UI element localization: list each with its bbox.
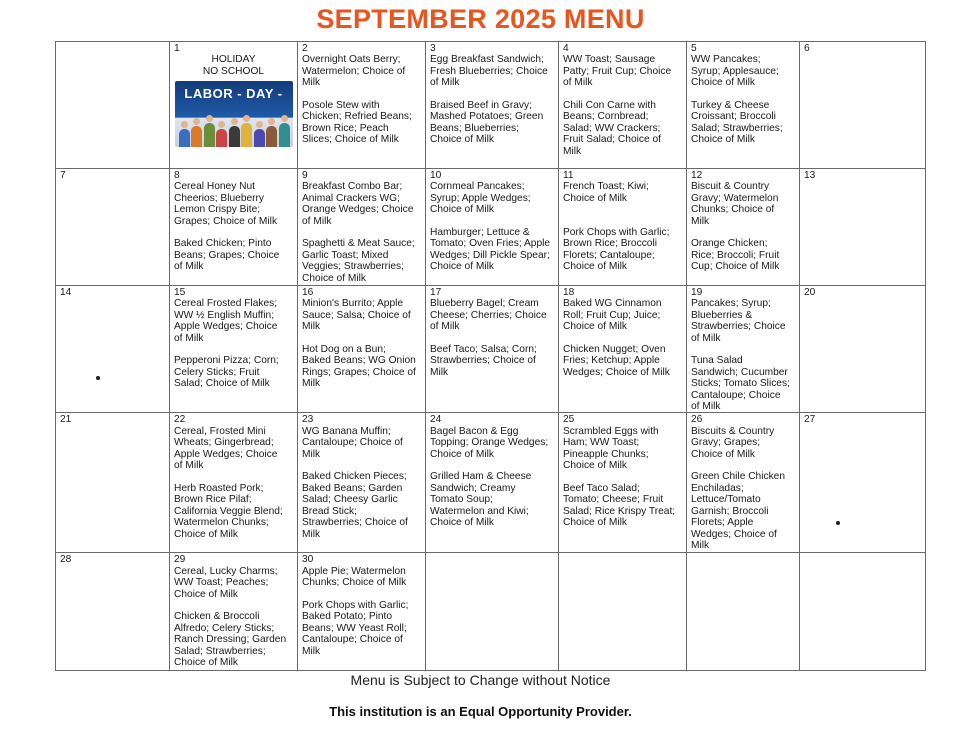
day-cell [170,169,298,286]
worker-figure [266,126,277,147]
menu-line: Syrup; Apple Wedges; [430,192,531,204]
menu-line: Cup; Choice of Milk [691,261,780,273]
menu-line: Choice of Milk [430,261,494,273]
menu-line: Cheese; Cherries; Choice [430,309,547,321]
menu-line: Sticks; Tomato Slices; [691,378,790,390]
holiday-label: HOLIDAY [211,54,256,66]
menu-line: of Milk [174,261,204,273]
menu-line: Pork Chops with Garlic; [302,600,409,612]
menu-line: Salad; Strawberries; [174,645,266,657]
meal-gap [302,227,421,238]
menu-line: of Milk [691,332,721,344]
labor-day-image-text: LABOR - DAY - [184,86,283,102]
day-number: 6 [804,43,810,54]
day-number: 4 [563,43,569,54]
menu-line: Choice of Milk [174,588,238,600]
worker-figure [229,126,240,147]
menu-title: SEPTEMBER 2025 MENU [316,4,645,34]
meal-gap [691,89,795,100]
menu-line: Minion's Burrito; Apple [302,298,404,310]
menu-line: Choice of Milk [430,134,494,146]
menu-line: Mashed Potatoes; Green [430,111,544,123]
menu-line: Ranch Dressing; Garden [174,634,287,646]
menu-line: of Milk [430,321,460,333]
menu-line: Blueberries & [691,309,753,321]
menu-line: Wheats; Gingerbread; [174,437,274,449]
menu-line: WG Banana Muffin; [302,425,391,437]
day-number: 27 [804,414,816,426]
meal-gap [430,460,554,471]
day-number: 30 [302,554,314,566]
day-number: 14 [60,287,72,298]
menu-line: Hamburger; Lettuce & [430,227,530,239]
menu-line: Choice of Milk [563,517,627,529]
meal-gap [430,333,554,344]
day-cell [298,42,426,169]
day-cell [298,286,426,413]
week-row [56,42,926,169]
menu-line: Baked WG Cinnamon [563,298,662,310]
day-cell [170,413,298,553]
menu-line: Fries; Ketchup; Apple [563,355,660,367]
menu-line: Milk [302,77,321,89]
menu-line: Strawberries; Choice [691,321,786,333]
day-number: 22 [174,414,186,426]
menu-line: Choice of Milk [691,448,755,460]
menu-line: Choice of Milk [563,460,627,472]
day-cell [170,553,298,671]
day-number: 12 [691,170,703,181]
menu-line: Apple Wedges; Choice [174,321,278,333]
day-cell [56,42,170,169]
meal-gap [691,344,795,355]
menu-line: Veggies; Strawberries; [302,261,404,273]
scan-speck [836,521,840,525]
day-number: 20 [804,287,816,298]
day-cell [559,169,687,286]
menu-line: Animal Crackers WG; [302,192,400,204]
menu-line: Baked Beans; WG Onion [302,355,416,367]
day-cell [800,169,926,286]
menu-line: Watermelon Chunks; [174,517,269,529]
day-cell [426,413,559,553]
worker-figure [191,126,202,147]
menu-line: Chunks; Choice of Milk [302,577,407,589]
menu-line: Green Chile Chicken [691,471,785,483]
menu-line: Braised Beef in Gravy; [430,100,532,112]
meal-gap [563,216,682,227]
day-number: 24 [430,414,442,426]
menu-line: Garlic Toast; Mixed [302,249,389,261]
day-cell [687,169,800,286]
menu-line: Apple Wedges; Choice [174,448,278,460]
menu-line: Tuna Salad [691,355,743,367]
menu-line: Choice of Milk [563,192,627,204]
day-number: 26 [691,414,703,426]
menu-line: Cantaloupe; Choice [691,389,781,401]
day-number: 2 [302,43,308,54]
meal-gap [174,600,293,611]
day-number: 3 [430,43,436,54]
menu-line: Lemon Crispy Bite; [174,204,261,216]
day-cell [426,169,559,286]
day-number: 29 [174,554,186,566]
menu-line: Garnish; Broccoli [691,505,769,517]
menu-line: Hot Dog on a Bun; [302,344,386,356]
menu-line: Ham; WW Toast; [563,437,640,449]
menu-line: Choice of Milk [430,204,494,216]
menu-line: Gravy; Watermelon [691,192,779,204]
menu-line: Salad; Choice of Milk [174,378,270,390]
menu-line: Choice of Milk [691,134,755,146]
meal-gap [302,89,421,100]
menu-line: Alfredo; Celery Sticks; [174,622,275,634]
menu-line: Patty; Fruit Cup; Choice [563,65,672,77]
menu-line: Fresh Blueberries; Choice [430,65,548,77]
menu-line: Orange Wedges; Choice [302,204,414,216]
week-row [56,413,926,553]
menu-line: Florets; Apple [691,517,754,529]
menu-line: Spaghetti & Meat Sauce; [302,238,415,250]
menu-line: Cornmeal Pancakes; [430,181,525,193]
day-number: 28 [60,554,72,566]
day-number: 15 [174,287,186,298]
meal-gap [563,204,682,215]
menu-line: Cereal Frosted Flakes; [174,298,278,310]
menu-line: Choice of Milk [430,517,494,529]
day-number: 11 [563,170,574,181]
menu-line: Tomato; Cheese; Fruit [563,494,664,506]
menu-line: Wedges; Choice of Milk [563,366,670,378]
meal-gap [174,471,293,482]
menu-line: Sandwich; Cucumber [691,366,788,378]
menu-line: Rings; Grapes; Choice of [302,366,416,378]
menu-line: Cereal, Frosted Mini [174,425,266,437]
day-number: 23 [302,414,314,426]
day-cell [559,286,687,413]
meal-gap [430,216,554,227]
day-cell [800,413,926,553]
day-cell [426,553,559,671]
menu-line: Choice of Milk [691,77,755,89]
meal-gap [302,589,421,600]
day-number: 16 [302,287,314,298]
menu-line: Biscuits & Country [691,425,775,437]
menu-line: Tomato Soup; [430,494,493,506]
menu-line: Baked Potato; Pinto [302,611,393,623]
day-number: 9 [302,170,308,181]
meal-gap [563,89,682,100]
scan-speck [96,376,100,380]
meal-gap [302,333,421,344]
menu-line: Beans; Cornbread; [563,111,649,123]
menu-line: of Milk [691,401,721,413]
meal-gap [302,460,421,471]
week-row [56,286,926,413]
menu-line: of Milk [174,332,204,344]
menu-line: Choice of Milk [174,657,238,669]
menu-line: Posole Stew with [302,100,380,112]
day-cell [56,169,170,286]
day-number: 5 [691,43,697,54]
day-cell [56,286,170,413]
day-number: 10 [430,170,442,181]
meal-gap [563,471,682,482]
day-number: 1 [174,43,180,54]
menu-line: Pepperoni Pizza; Corn; [174,355,279,367]
day-number: 19 [691,287,703,298]
menu-line: Chicken Nugget; Oven [563,344,666,356]
menu-line: Orange Chicken; [691,238,768,250]
menu-line: Cereal Honey Nut [174,181,255,193]
equal-opportunity-statement: This institution is an Equal Opportunity Provider. [329,704,632,719]
menu-calendar [55,41,926,671]
menu-line: Lettuce/Tomato [691,494,761,506]
menu-line: Chicken; Refried Beans; [302,111,412,123]
menu-line: Milk [302,321,321,333]
day-cell [426,42,559,169]
menu-line: Cheerios; Blueberry [174,192,265,204]
menu-line: Croissant; Broccoli [691,111,776,123]
menu-line: Watermelon and Kiwi; [430,505,529,517]
menu-line: Grilled Ham & Cheese [430,471,532,483]
menu-line: Syrup; Applesauce; [691,65,779,77]
menu-line: WW Toast; Peaches; [174,577,269,589]
menu-line: Scrambled Eggs with [563,425,659,437]
change-notice: Menu is Subject to Change without Notice [350,672,611,688]
day-number: 18 [563,287,575,298]
day-cell [687,553,800,671]
menu-line: of Milk [302,215,332,227]
menu-line: Breakfast Combo Bar; [302,181,403,193]
day-cell [56,413,170,553]
menu-line: Cantaloupe; Choice of [302,437,403,449]
menu-line: Beans; Blueberries; [430,122,519,134]
menu-line: Milk [302,645,321,657]
day-cell [426,286,559,413]
menu-line: Bagel Bacon & Egg [430,425,519,437]
menu-line: Biscuit & Country [691,181,770,193]
menu-line: of Milk [174,460,204,472]
menu-line: Salad; Cheesy Garlic [302,494,398,506]
menu-line: Grapes; Choice of Milk [174,215,278,227]
menu-line: Rice; Broccoli; Fruit [691,249,780,261]
worker-figure [216,129,227,147]
menu-line: Beans; WW Yeast Roll; [302,622,407,634]
day-cell [298,169,426,286]
menu-line: Milk [691,539,710,551]
week-row [56,553,926,671]
meal-gap [430,89,554,100]
menu-line: Strawberries; Choice of [302,517,408,529]
meal-gap [174,344,293,355]
menu-line: Enchiladas; [691,482,744,494]
menu-line: Baked Beans; Garden [302,482,403,494]
menu-line: Roll; Fruit Cup; Juice; [563,309,661,321]
menu-line: Pancakes; Syrup; [691,298,771,310]
menu-line: Beans; Grapes; Choice [174,249,280,261]
day-cell [170,42,298,169]
menu-line: Choice of Milk [174,528,238,540]
menu-line: Sandwich; Creamy [430,482,516,494]
day-cell [170,286,298,413]
menu-line: Chicken & Broccoli [174,611,260,623]
meal-gap [174,227,293,238]
day-number: 13 [804,170,816,181]
menu-line: Baked Chicken Pieces; [302,471,407,483]
menu-line: French Toast; Kiwi; [563,181,649,193]
menu-line: Wedges; Dill Pickle Spear; [430,249,550,261]
no-school-label: NO SCHOOL [202,65,265,77]
day-number: 17 [430,287,442,298]
menu-line: Blueberry Bagel; Cream [430,298,539,310]
menu-line: Pork Chops with Garlic; [563,227,670,238]
menu-line: Watermelon; Choice of [302,65,406,77]
day-cell [298,413,426,553]
meal-gap [691,460,795,471]
menu-line: Cereal, Lucky Charms; [174,565,278,577]
menu-line: Slices; Choice of Milk [302,134,399,146]
menu-line: Bread Stick; [302,505,357,517]
menu-line: California Veggie Blend; [174,505,283,517]
labor-day-image [175,81,293,147]
menu-line: Tomato; Oven Fries; Apple [430,238,551,250]
menu-line: Celery Sticks; Fruit [174,366,260,378]
menu-line: Brown Rice; Peach [302,122,389,134]
menu-line: Wedges; Choice of [691,528,777,540]
menu-line: Choice of Milk [430,448,494,460]
menu-line: Choice of Milk [563,321,627,333]
menu-line: Chili Con Carne with [563,100,656,112]
day-cell [56,553,170,671]
worker-figure [204,123,215,147]
menu-line: Milk [430,366,449,378]
menu-line: Overnight Oats Berry; [302,54,401,66]
worker-figure [241,123,252,147]
worker-figure [279,123,290,147]
menu-line: Milk [302,378,321,390]
menu-line: Florets; Cantaloupe; [563,249,655,261]
workers-illustration [175,117,293,147]
day-number: 25 [563,414,575,426]
menu-line: Salad; Strawberries; [691,122,783,134]
day-cell [559,413,687,553]
menu-line: Salad; WW Crackers; [563,122,661,134]
menu-line: of Milk [430,77,460,89]
menu-line: Apple Pie; Watermelon [302,565,406,577]
menu-line: Milk [302,448,321,460]
day-cell [298,553,426,671]
menu-line: Milk [563,145,582,157]
menu-line: Salad; Rice Krispy Treat; [563,505,676,517]
worker-figure [179,129,190,147]
menu-line: Milk [302,528,321,540]
menu-line: Pineapple Chunks; [563,448,649,460]
menu-line: Milk [691,215,710,227]
menu-line: Choice of Milk [563,261,627,273]
day-cell [800,286,926,413]
worker-figure [254,129,265,147]
day-number: 21 [60,414,72,426]
menu-line: WW ½ English Muffin; [174,309,275,321]
menu-line: Topping; Orange Wedges; [430,437,549,449]
menu-line: Choice of Milk [302,272,366,284]
menu-line: Strawberries; Choice of [430,355,536,367]
menu-line: Herb Roasted Pork; [174,482,264,494]
meal-gap [563,333,682,344]
day-cell [800,42,926,169]
day-cell [559,553,687,671]
menu-line: Gravy; Grapes; [691,437,761,449]
menu-line: of Milk [563,77,593,89]
day-number: 7 [60,170,66,181]
menu-line: Cantaloupe; Choice of [302,634,403,646]
menu-line: Baked Chicken; Pinto [174,238,272,250]
menu-line: Turkey & Cheese [691,100,770,112]
week-row [56,169,926,286]
menu-line: Chunks; Choice of [691,204,775,216]
menu-line: Fruit Salad; Choice of [563,134,661,146]
menu-line: WW Pancakes; [691,54,761,66]
day-cell [559,42,687,169]
menu-line: WW Toast; Sausage [563,54,656,66]
day-cell [687,413,800,553]
menu-line: Egg Breakfast Sandwich; [430,54,544,66]
day-cell [687,286,800,413]
day-cell [687,42,800,169]
menu-line: Brown Rice Pilaf; [174,494,252,506]
menu-line: Sauce; Salsa; Choice of [302,309,411,321]
day-number: 8 [174,170,180,181]
day-cell [800,553,926,671]
menu-line: Brown Rice; Broccoli [563,238,657,250]
menu-line: Beef Taco; Salsa; Corn; [430,344,537,356]
menu-line: Beef Taco Salad; [563,482,640,494]
meal-gap [691,227,795,238]
